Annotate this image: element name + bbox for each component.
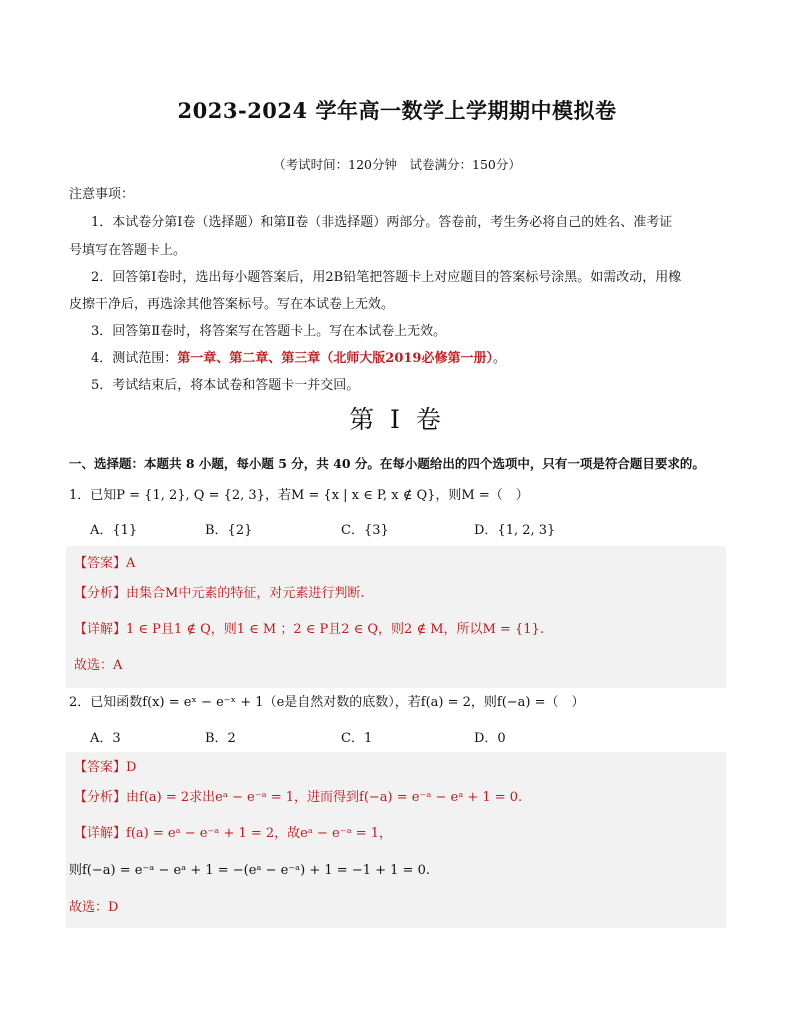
notice-heading: 注意事项：: [69, 187, 135, 202]
q1-choice-b: B．{2}: [205, 523, 253, 538]
q2-analysis-label: 【分析】: [74, 790, 127, 805]
q2-choice-d: D．0: [474, 731, 506, 746]
q2-select-label: 故选：: [69, 900, 109, 915]
notice-item-2b: 皮擦干净后，再选涂其他答案标号。写在本试卷上无效。: [69, 297, 395, 312]
notice-item-1a: 1．本试卷分第Ⅰ卷（选择题）和第Ⅱ卷（非选择题）两部分。答卷前，考生务必将自己的姓名、准考证: [91, 215, 673, 230]
q1-answer-label: 【答案】: [74, 556, 127, 571]
q1-analysis-text: 由集合M中元素的特征，对元素进行判断.: [126, 586, 365, 601]
notice-item-4-prefix: 4．测试范围：: [91, 351, 178, 366]
notice-item-2a: 2．回答第Ⅰ卷时，选出每小题答案后，用2B铅笔把答题卡上对应题目的答案标号涂黑。如需改动，用橡: [91, 270, 682, 285]
q2-choice-c: C．1: [341, 731, 373, 746]
q1-detail: [74, 618, 544, 637]
q2-detail-label: 【详解】: [74, 826, 127, 841]
q2-detail-line-2: 则f(−a) = e⁻ᵃ − eᵃ + 1 = −(eᵃ − e⁻ᵃ) + 1 = −1 + 1 = 0.: [69, 863, 430, 878]
q1-select-value: A: [113, 658, 123, 673]
notice-item-4-suffix: 。: [492, 351, 506, 366]
test-scope: 第一章、第二章、第三章（北师大版2019必修第一册）: [177, 351, 493, 366]
q1-detail-text: 1 ∈ P且1 ∉ Q，则1 ∈ M ；2 ∈ P且2 ∈ Q，则2 ∉ M，所以M = {1}.: [126, 622, 544, 637]
notice-item-4: [91, 347, 506, 366]
q2-answer-block: [66, 752, 726, 928]
q2-analysis-text: 由f(a) = 2求出eᵃ − e⁻ᵃ = 1，进而得到f(−a) = e⁻ᵃ − eᵃ + 1 = 0.: [126, 790, 523, 805]
q1-answer-block: [66, 546, 726, 688]
q1-analysis: [74, 582, 364, 601]
page-title: 2023-2024 学年高一数学上学期期中模拟卷: [177, 98, 617, 123]
notice-item-3: 3．回答第Ⅱ卷时，将答案写在答题卡上。写在本试卷上无效。: [91, 324, 447, 339]
notice-item-1b: 号填写在答题卡上。: [69, 243, 187, 258]
q1-detail-label: 【详解】: [74, 622, 127, 637]
q1-answer-value: A: [126, 556, 136, 571]
q2-answer-label: 【答案】: [74, 760, 127, 775]
part-1-heading: 一、选择题：本题共 8 小题，每小题 5 分，共 40 分。在每小题给出的四个选项中，只有一项是符合题目要求的。: [69, 456, 705, 471]
q2-analysis: [74, 786, 522, 805]
q1-analysis-label: 【分析】: [74, 586, 127, 601]
q2-choice-b: B．2: [205, 731, 236, 746]
q1-selection: [74, 654, 122, 673]
q2-selection: [69, 896, 118, 915]
q2-detail-text: f(a) = eᵃ − e⁻ᵃ + 1 = 2，故eᵃ − e⁻ᵃ = 1，: [126, 826, 393, 841]
exam-info: （考试时间：120分钟 试卷满分：150分）: [273, 157, 521, 172]
question-2-stem: 2．已知函数f(x) = eˣ − e⁻ˣ + 1（e是自然对数的底数），若f(a) = 2，则f(−a) =（ ）: [69, 695, 585, 710]
section-title: 第 I 卷: [349, 405, 445, 434]
notice-item-5: 5．考试结束后，将本试卷和答题卡一并交回。: [91, 378, 360, 393]
q2-answer: [74, 756, 136, 775]
q1-answer: [74, 552, 135, 571]
question-1-stem: 1．已知P = {1, 2}, Q = {2, 3}，若M = {x | x ∈ P, x ∉ Q}，则M =（ ）: [69, 488, 529, 503]
q2-detail: [74, 822, 392, 841]
q1-choice-c: C．{3}: [341, 523, 389, 538]
q2-choice-a: A．3: [90, 731, 121, 746]
q1-choice-d: D．{1, 2, 3}: [474, 523, 556, 538]
q1-choice-a: A．{1}: [90, 523, 138, 538]
q2-select-value: D: [108, 900, 119, 915]
q1-select-label: 故选：: [74, 658, 114, 673]
q2-answer-value: D: [126, 760, 137, 775]
